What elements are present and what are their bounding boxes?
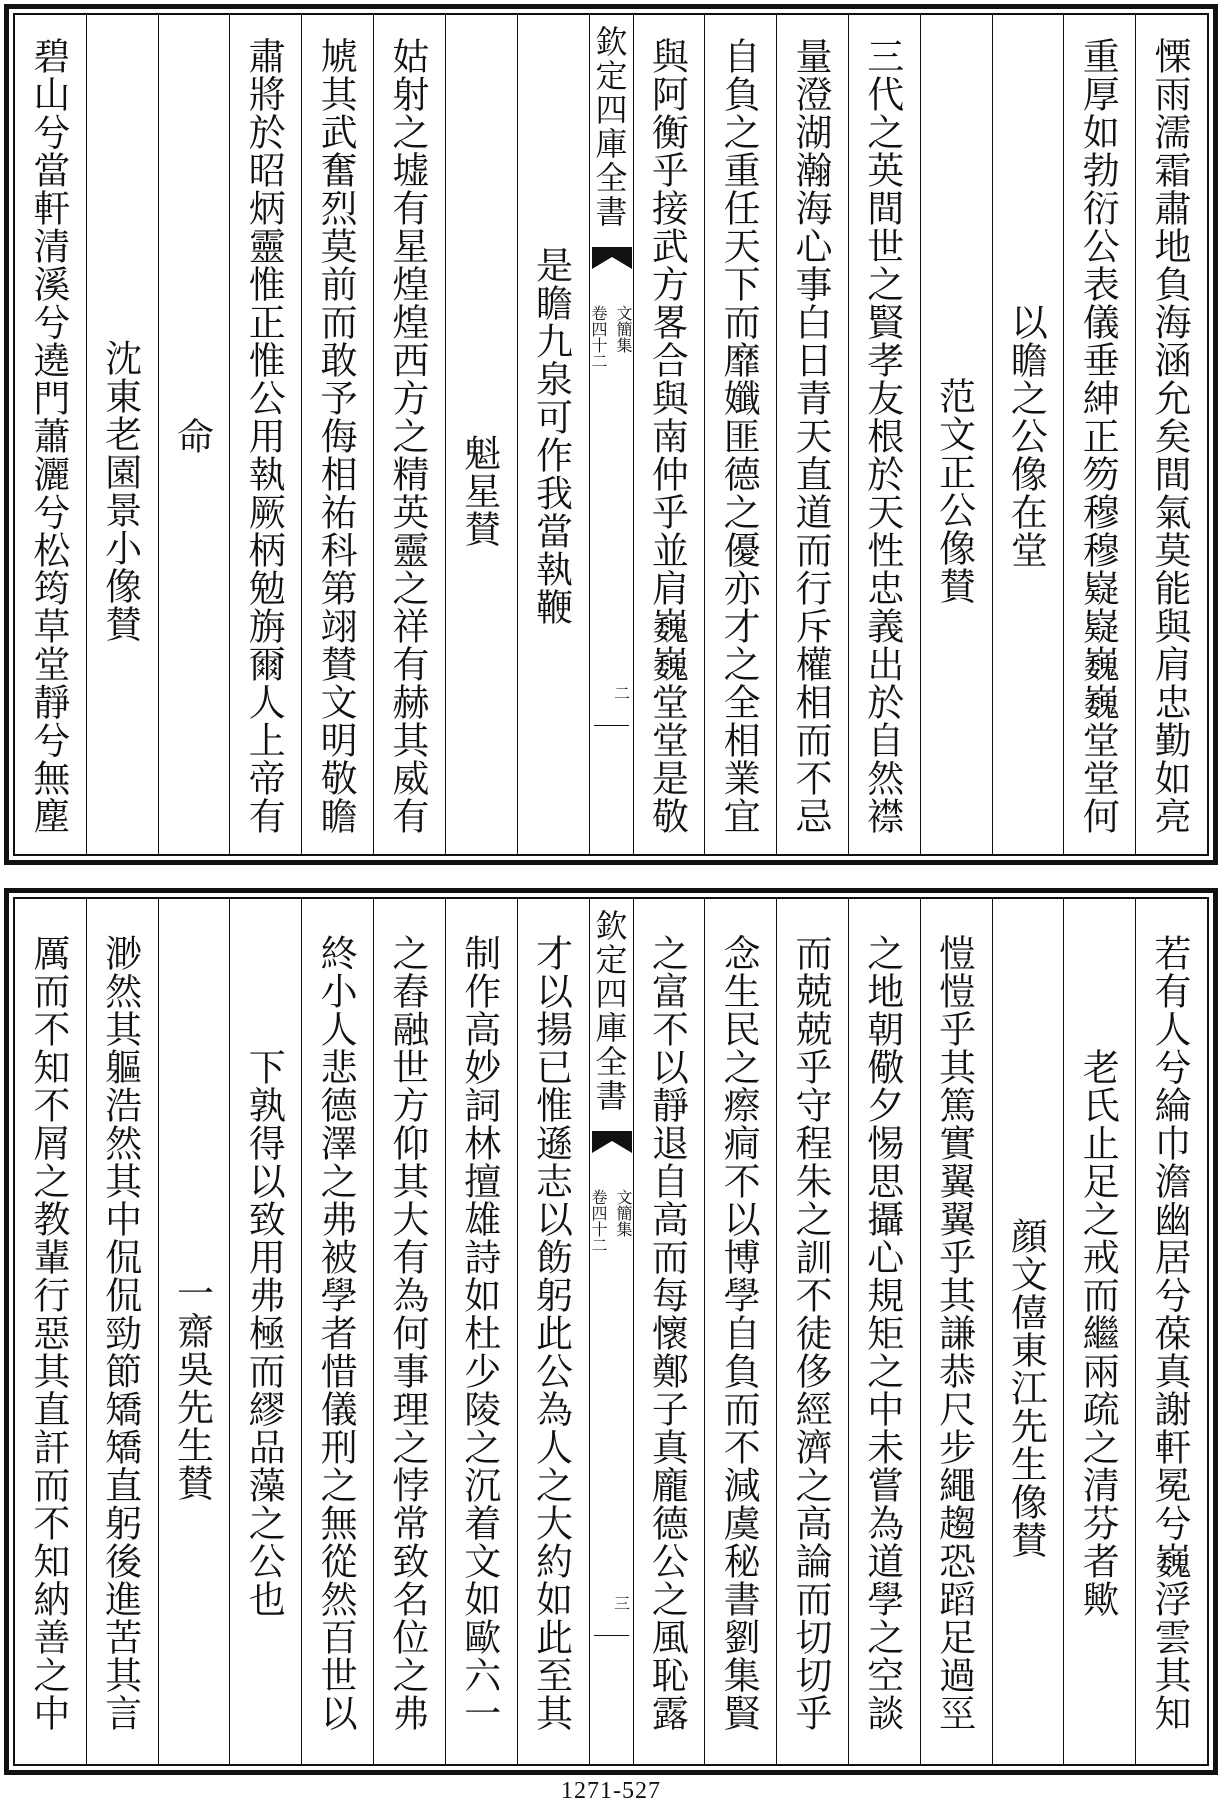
text-line: 而兢兢乎守程朱之訓不徒侈經濟之高論而切切乎 — [788, 933, 832, 1732]
section-heading: 一齋吳先生賛 — [170, 1273, 214, 1502]
text-line: 之富不以靜退自高而每懷鄭子真龐德公之風恥露 — [645, 933, 689, 1732]
text-column — [445, 899, 517, 1764]
text-column — [373, 15, 445, 854]
text-line: 以瞻之公像在堂 — [1004, 302, 1048, 569]
page-top — [4, 4, 1218, 865]
text-line: 之地朝儆夕惕思攝心規矩之中未嘗為道學之空談 — [860, 933, 904, 1732]
text-column — [1063, 15, 1135, 854]
text-column — [445, 15, 517, 854]
text-column — [158, 15, 230, 854]
text-column — [633, 15, 705, 854]
text-line: 之舂融世方仰其大有為何事理之悖常致名位之弗 — [385, 933, 429, 1732]
text-line: 渺然其軀浩然其中侃侃勁節矯矯直躬後進苦其言 — [98, 933, 142, 1732]
text-column — [920, 899, 992, 1764]
text-column — [776, 15, 848, 854]
section-heading: 魁星賛 — [457, 433, 501, 548]
text-line: 量澄湖瀚海心事白日青天直道而行斥權相而不忌 — [788, 36, 832, 835]
text-column — [15, 899, 86, 1764]
text-line: 念生民之瘵痌不以博學自負而不減虞秘書劉集賢 — [717, 933, 761, 1732]
text-column — [704, 15, 776, 854]
spine-book-title: 文簡集 — [614, 305, 633, 353]
spine-book-title: 文簡集 — [614, 1189, 633, 1237]
text-column — [86, 15, 158, 854]
text-column — [517, 899, 589, 1764]
text-column — [301, 15, 373, 854]
text-column — [633, 899, 705, 1764]
page-top-frame — [13, 13, 1209, 856]
section-heading: 范文正公像賛 — [932, 376, 976, 605]
text-column — [1063, 899, 1135, 1764]
text-column — [15, 15, 86, 854]
text-line: 自負之重任天下而靡孅匪德之優亦才之全相業宜 — [717, 36, 761, 835]
section-heading: 顔文僖東江先生像賛 — [1004, 1216, 1048, 1559]
page-number-footer: 1271-527 — [561, 1778, 661, 1804]
spine-page-number: 三 — [611, 1595, 631, 1611]
text-line: 與阿衡乎接武方畧合與南仲乎並肩巍巍堂堂是敬 — [645, 36, 689, 835]
spine-title: 欽定四庫全書 — [590, 909, 629, 1113]
center-spine — [589, 15, 633, 854]
text-column — [86, 899, 158, 1764]
text-column — [229, 899, 301, 1764]
text-column — [517, 15, 589, 854]
text-line: 碧山兮當軒清溪兮遶門蕭灑兮松筠草堂靜兮無塵 — [26, 36, 70, 835]
text-column — [920, 15, 992, 854]
text-column — [373, 899, 445, 1764]
text-line: 厲而不知不屑之教輩行惡其直訐而不知納善之中 — [26, 933, 70, 1732]
text-line: 姑射之墟有星煌煌西方之精英靈之祥有赫其威有 — [385, 36, 429, 835]
text-column — [229, 15, 301, 854]
spine-rule — [594, 725, 629, 726]
text-line: 若有人兮綸巾澹幽居兮葆真謝軒冕兮巍浮雲其知 — [1148, 933, 1191, 1732]
text-column — [776, 899, 848, 1764]
spine-rule — [594, 1635, 629, 1636]
page-bottom-frame — [13, 897, 1209, 1766]
text-line: 才以揚已惟遜志以飭躬此公為人之大約如此至其 — [529, 933, 573, 1732]
spine-page-number: 二 — [611, 685, 631, 701]
text-column — [301, 899, 373, 1764]
text-line: 終小人悲德澤之弗被學者惜儀刑之無從然百世以 — [314, 933, 358, 1732]
text-line: 重厚如勃衍公表儀垂紳正笏穆穆嶷嶷巍巍堂堂何 — [1076, 36, 1120, 835]
text-column — [992, 15, 1064, 854]
text-column — [1135, 899, 1207, 1764]
fishtail-mark-icon — [592, 247, 632, 277]
text-line: 三代之英間世之賢孝友根於天性忠義出於自然襟 — [860, 36, 904, 835]
text-column — [848, 15, 920, 854]
spine-volume: 卷四十二 — [589, 1189, 608, 1253]
text-line: 制作高妙詞林擅雄詩如杜少陵之沉着文如歐六一 — [457, 933, 501, 1732]
page-bottom — [4, 888, 1218, 1775]
text-column — [704, 899, 776, 1764]
text-line: 老氏止足之戒而繼兩疏之清芬者歟 — [1076, 1047, 1120, 1618]
text-line: 愷愷乎其篤實翼翼乎其謙恭尺步繩趨恐蹈足過巠 — [932, 933, 976, 1732]
text-column — [158, 899, 230, 1764]
fishtail-mark-icon — [592, 1131, 632, 1161]
text-line: 肅將於昭炳靈惟正惟公用執厥柄勉旃爾人上帝有 — [242, 36, 286, 835]
text-line: 命 — [170, 416, 214, 455]
section-heading: 沈東老園景小像賛 — [98, 338, 142, 643]
text-column — [1135, 15, 1207, 854]
center-spine — [589, 899, 633, 1764]
text-column — [848, 899, 920, 1764]
text-column — [992, 899, 1064, 1764]
text-line: 下孰得以致用弗極而繆品藻之公也 — [242, 1047, 286, 1618]
text-line: 是瞻九泉可作我當執鞭 — [529, 245, 573, 626]
text-line: 慄雨濡霜肅地負海涵允矣間氣莫能與肩忠勤如亮 — [1148, 36, 1191, 835]
spine-title: 欽定四庫全書 — [590, 25, 629, 229]
spine-volume: 卷四十二 — [589, 305, 608, 369]
text-line: 虓其武奮烈莫前而敢予侮相祐科第翊賛文明敬瞻 — [314, 36, 358, 835]
